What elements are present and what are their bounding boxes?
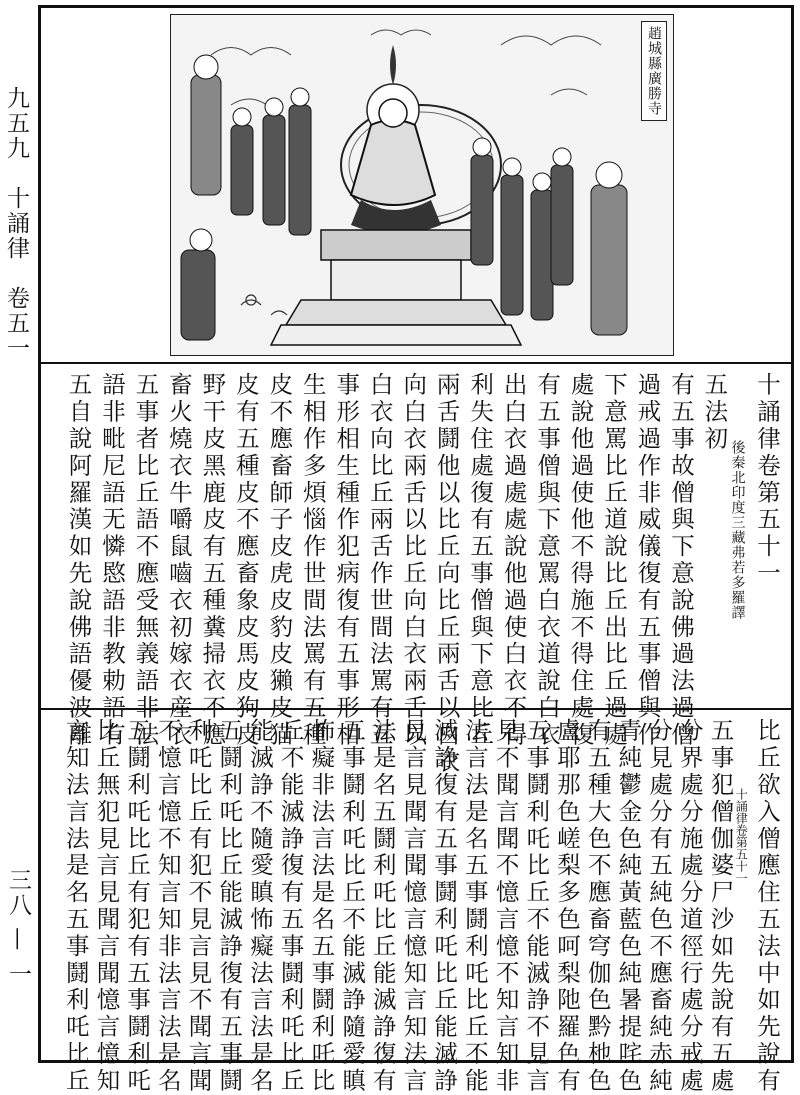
text-column: 十誦律卷第五十一 [753,372,781,588]
buddha-preaching-scene [171,15,673,355]
text-column: 皮有五種皮不應畜象皮馬皮狗皮 [231,372,260,749]
text-column: 利吒比丘有犯不見言見不聞言聞 [184,718,213,1095]
text-column: 五事鬪利吒比丘不能滅諍不見言 [522,718,551,1095]
text-column: 分界處分施處分道徑行處分戒處 [675,718,704,1095]
text-column: 五事犯僧伽婆尸沙如先說有五處 [706,718,735,1095]
frontispiece-illustration [170,14,674,356]
text-column: 能滅諍不隨愛瞋怖癡法言法是名 [245,718,274,1095]
translator-line: 後秦北印度三藏弗若多羅譯 [729,440,746,620]
text-column: 比丘欲入僧應住五法中如先說有 [753,718,781,1095]
text-column: 見不聞言聞不憶言憶不知言知非 [491,718,520,1095]
text-column: 言知法言法是名五事鬪利吒比丘 [61,718,90,1095]
text-column: 皮不應畜師子皮虎皮豹皮獺皮猫 [265,372,294,749]
margin-page-number: 三八 — 一 [5,868,31,987]
text-column: 兩舌鬪他以比丘向比丘兩舌以白衣 [432,372,461,776]
text-column: 五鬪利吒比丘能滅諍復有五事鬪 [215,718,244,1095]
text-column: 有五種大色不應畜穹伽色黔杝色 [583,718,612,1095]
text-column: 怖癡非法言法是名五事鬪利吒比 [307,718,336,1095]
scripture-text-panel-1 [56,372,781,776]
text-column: 有五事僧與下意罵白衣道說白衣 [533,372,562,749]
text-column: 白衣向比丘兩舌作世間法罵有五 [365,372,394,749]
text-column: 過戒過作非威儀復有五事僧與作 [633,372,662,749]
text-column: 下意罵比丘道說比丘出比丘過處 [600,372,628,749]
text-column: 不憶言憶不知言知非法言法是名 [153,718,182,1095]
margin-title: 九五九 十誦律 卷五一 [3,86,29,361]
text-column: 事形相生種作犯病復有五事形相 [332,372,361,749]
text-column: 法言法是名五事鬪利吒比丘不能 [460,718,489,1095]
text-column: 五鬪利吒比丘有犯有五事鬪利吒 [123,718,152,1095]
text-column: 滅諍復有五事鬪利吒比丘能滅諍 [430,718,459,1095]
text-column: 五事者比丘語不應受無義語非法 [131,372,160,749]
sheet-note: 十誦律卷第五十一 [734,788,749,884]
text-column: 語非毗尼語无憐愍語非教勅語有 [97,372,126,749]
text-column: 畜火燒衣牛嚼鼠嚙衣初嫁衣産衣 [164,372,193,749]
text-column: 五自說阿羅漢如先說佛語優波離 [64,372,93,749]
scripture-text-panel-2 [56,718,781,1095]
text-column: 丘不能滅諍復有五事鬪利吒比丘 [276,718,305,1095]
text-column: 五法初 [700,372,729,453]
text-column: 野干皮黑鹿皮有五種糞掃衣不應 [198,372,227,749]
text-column: 出白衣過處處說他過使白衣不得 [499,372,528,749]
text-column: 盧耶那色嵯梨多色呵梨阤羅色有 [552,718,581,1095]
text-column: 有五事故僧與下意說佛過法過僧 [666,372,695,749]
section-divider [38,362,794,364]
text-column: 五事鬪利吒比丘不能滅諍隨愛瞋 [338,718,367,1095]
text-column: 向白衣兩舌以比丘向白衣兩舌以 [399,372,428,749]
temple-cartouche: 趙城縣廣勝寺 [641,21,667,121]
text-column: 比丘無犯見言見聞言聞憶言憶知 [92,718,121,1095]
text-column: 分見處分有五純色不應畜純赤純 [645,718,674,1095]
text-column: 處說他過使他不得施不得住處復 [566,372,595,749]
text-column: 利失住處復有五事僧與下意比丘 [466,372,495,749]
text-column: 青純鬱金色純黃藍色純暑提咤色 [614,718,643,1095]
text-column: 生相作多煩惱作世間法罵有五種 [298,372,327,749]
text-column: 法是名五鬪利吒比丘能滅諍復有 [368,718,397,1095]
text-column: 見言見聞言聞憶言憶知言知法言 [399,718,428,1095]
